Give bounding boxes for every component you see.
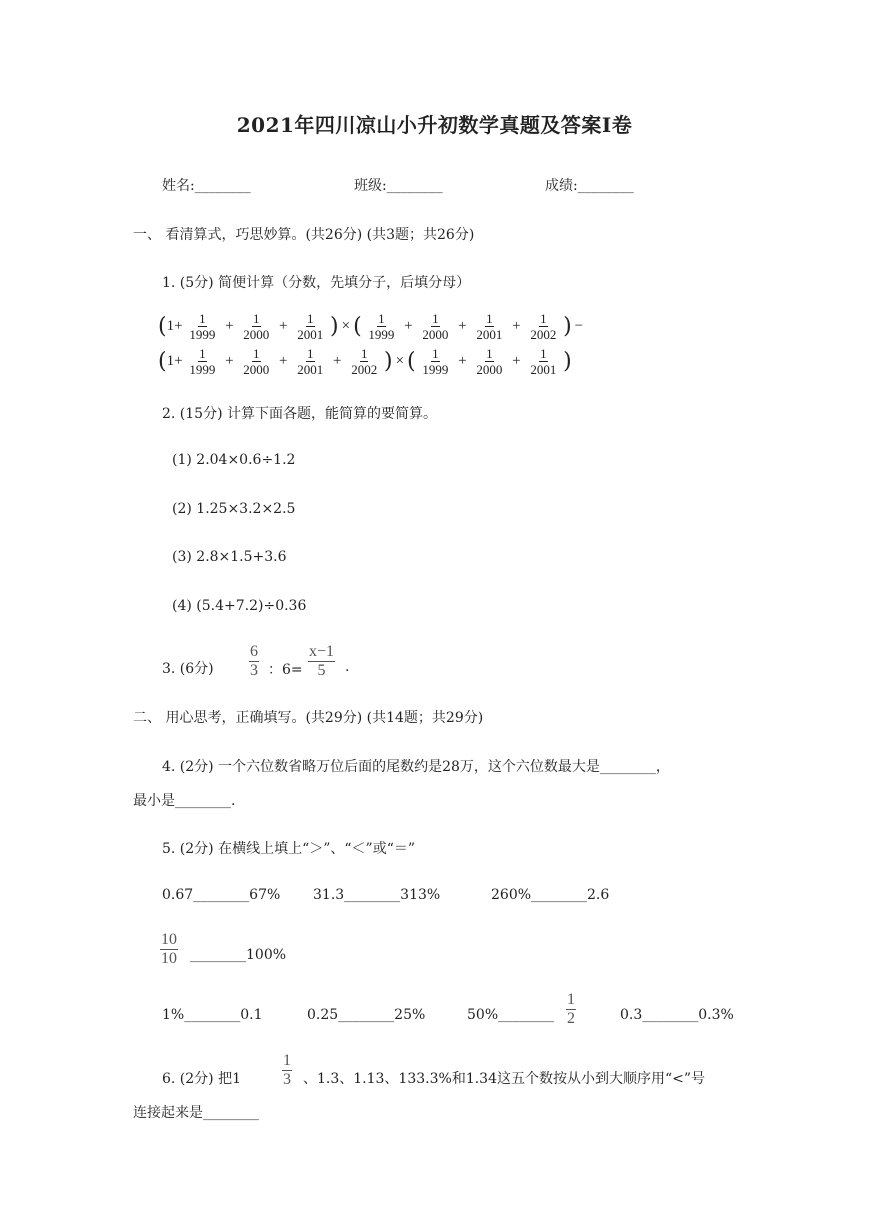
question-3-prefix: 3. (6分)	[162, 661, 214, 677]
q5-row1-item2: 31.3________313%	[313, 887, 441, 903]
score-field: 成绩:________	[545, 178, 634, 194]
q3-fraction-2: x−1 5	[309, 643, 335, 679]
question-6-line-2: 连接起来是________	[133, 1105, 259, 1121]
q2-item-2: (2) 1.25×3.2×2.5	[172, 501, 296, 517]
q5-row1-item3: 260%________2.6	[491, 887, 610, 903]
section1-heading: 一、 看清算式，巧思妙算。(共26分) (共3题；共26分)	[133, 227, 475, 243]
question-5: 5. (2分) 在横线上填上“＞”、“＜”或“＝”	[162, 841, 416, 857]
question-4-line-2: 最小是________.	[133, 793, 236, 809]
question-4-line-1: 4. (2分) 一个六位数省略万位后面的尾数约是28万，这个六位数最大是________，	[162, 759, 670, 775]
q5-row2-fraction: 10 10	[161, 931, 177, 967]
q2-item-4: (4) (5.4+7.2)÷0.36	[172, 598, 307, 614]
name-field: 姓名:________	[162, 178, 251, 194]
question-6-suffix: 、1.3、1.13、133.3%和1.34这五个数按从小到大顺序用“<”号	[303, 1071, 706, 1087]
question-1: 1. (5分) 简便计算（分数，先填分子，后填分母）	[162, 275, 471, 291]
formula-line-2: (1+ $\frac{1}{1999}$ + $\frac{1}{2000}$ + $\frac{1}{2001}$ + $\frac{1}{2002}$ ) × ( $\frac{1}{1999}$ + $\frac{1}{2000}$ + $\frac{1}{2001}$ )	[158, 346, 572, 377]
question-6-prefix: 6. (2分) 把1	[162, 1071, 241, 1087]
q2-item-3: (3) 2.8×1.5+3.6	[172, 549, 287, 565]
q5-row3-item4: 0.3________0.3%	[620, 1007, 734, 1023]
q5-row2-text: ________100%	[190, 947, 287, 963]
q3-ratio-text: ：6=	[268, 662, 303, 678]
class-field: 班级:________	[354, 178, 443, 194]
q5-row3-item3: 50%________	[467, 1007, 555, 1023]
question-2: 2. (15分) 计算下面各题，能简算的要简算。	[162, 406, 437, 422]
q3-fraction-1: 6 3	[250, 643, 258, 679]
q5-row3-fraction: 1 2	[567, 991, 575, 1027]
q2-item-1: (1) 2.04×0.6÷1.2	[172, 452, 296, 468]
formula-line-1: (1+ $\frac{1}{1999}$ + $\frac{1}{2000}$ + $\frac{1}{2001}$ ) × ( $\frac{1}{1999}$ + $\frac{1}{2000}$ + $\frac{1}{2001}$ + $\frac{1}{2002}$ ) −	[158, 311, 584, 342]
q5-row1-item1: 0.67________67%	[162, 887, 281, 903]
q5-row3-item2: 0.25________25%	[307, 1007, 426, 1023]
q6-fraction: 1 3	[283, 1052, 291, 1088]
section2-heading: 二、 用心思考，正确填写。(共29分) (共14题；共29分)	[133, 710, 484, 726]
q3-suffix: .	[345, 659, 350, 675]
page-title: 2021年四川凉山小升初数学真题及答案I卷	[236, 113, 633, 137]
q5-row3-item1: 1%________0.1	[162, 1007, 263, 1023]
